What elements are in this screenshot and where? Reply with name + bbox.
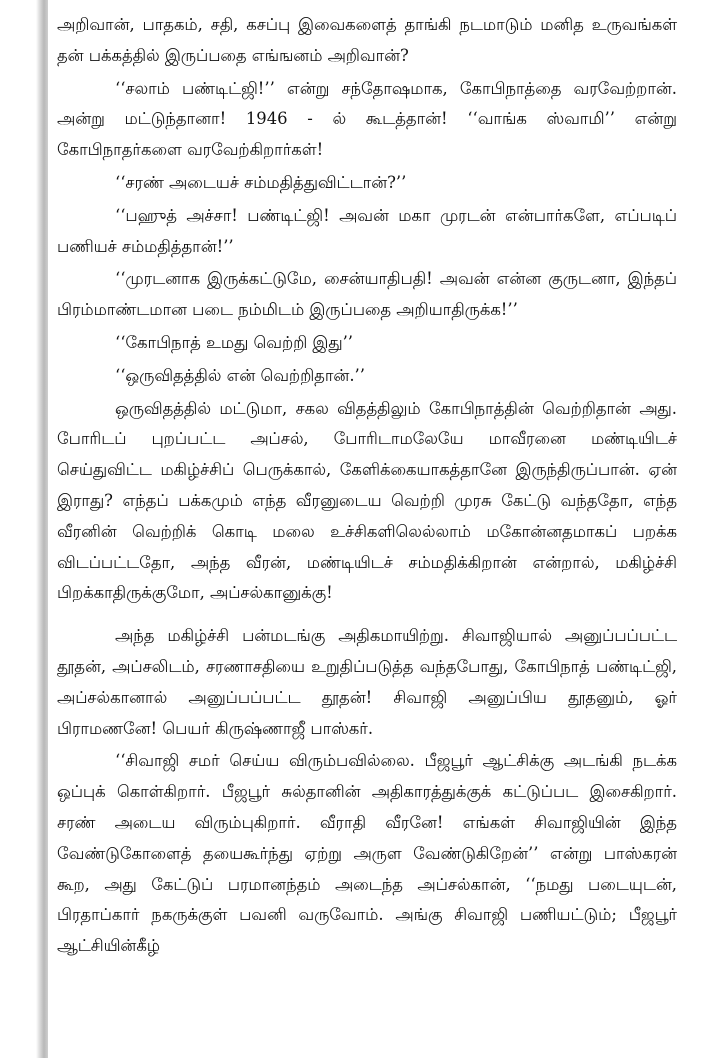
scan-edge-shadow — [0, 0, 48, 1058]
paragraph-5: ‘‘முரடனாக இருக்கட்டுமே, சைன்யாதிபதி! அவன் என்ன குருடனா, இந்தப் பிரம்மாண்டமான படை நம்மிடம் இருப்பதை அறியாதிருக்க!’’ — [57, 269, 677, 320]
paragraph-2: ‘‘சலாம் பண்டிட்ஜி!’’ என்று சந்தோஷமாக, கோபிநாத்தை வரவேற்றான். அன்று மட்டுந்தானா! 1946 - ல் கூடத்தான்! ‘‘வாங்க ஸ்வாமி’’ என்று கோபிநாதர்களை வரவேற்கிறார்கள்! — [57, 78, 677, 160]
paragraph-9: அந்த மகிழ்ச்சி பன்மடங்கு அதிகமாயிற்று. சிவாஜியால் அனுப்பப்பட்ட தூதன், அப்சலிடம், சரணாசதியை உறுதிப்படுத்த வந்தபோது, கோபிநாத் பண்டிட்ஜி, அப்சல்கானால் அனுப்பப்பட்ட தூதன்! சிவாஜி அனுப்பிய தூதனும், ஓர் பிராமணனே! பெயர் கிருஷ்ணாஜீ பாஸ்கர். — [57, 626, 677, 738]
paragraph-7: ‘‘ஒருவிதத்தில் என் வெற்றிதான்.’’ — [115, 365, 365, 385]
paragraph-4: ‘‘பஹுத் அச்சா! பண்டிட்ஜி! அவன் மகா முரடன் என்பார்களே, எப்படிப் பணியச் சம்மதித்தான்!’’ — [57, 205, 677, 256]
paragraph-1: அறிவான், பாதகம், சதி, கசப்பு இவைகளைத் தாங்கி நடமாடும் மனித உருவங்கள் தன் பக்கத்தில் இருப்பதை எங்ஙனம் அறிவான்? — [57, 15, 677, 65]
paragraph-8: ஒருவிதத்தில் மட்டுமா, சகல விதத்திலும் கோபிநாத்தின் வெற்றிதான் அது. போரிடப் புறப்பட்ட அப்சல், போரிடாமலேயே மாவீரனை மண்டியிடச் செய்துவிட்ட மகிழ்ச்சிப் பெருக்கால், கேளிக்கையாகத்தானே இருந்திருப்பான். ஏன் இராது? எந்தப் பக்கமும் எந்த வீரனுடைய வெற்றி முரசு கேட்டு வந்ததோ, எந்த வீரனின் வெற்றிக் கொடி மலை உச்சிகளிலெல்லாம் மகோன்னதமாகப் பறக்க விடப்பட்டதோ, அந்த வீரன், மண்டியிடச் சம்மதிக்கிறான் என்றால், மகிழ்ச்சி பிறக்காதிருக்குமோ, அப்சல்கானுக்கு! — [57, 398, 677, 603]
page-text — [57, 10, 677, 964]
paragraph-10: ‘‘சிவாஜி சமர் செய்ய விரும்பவில்லை. பீஜபூர் ஆட்சிக்கு அடங்கி நடக்க ஒப்புக் கொள்கிறார். பீஜபூர் சுல்தானின் அதிகாரத்துக்குக் கட்டுப்பட இசைகிறார். சரண் அடைய விரும்புகிறார். வீராதி வீரனே! எங்கள் சிவாஜியின் இந்த வேண்டுகோளைத் தயைகூர்ந்து ஏற்று அருள வேண்டுகிறேன்’’ என்று பாஸ்கரன் கூற, அது கேட்டுப் பரமானந்தம் அடைந்த அப்சல்கான், ‘‘நமது படையுடன், பிரதாப்கார் நகருக்குள் பவனி வருவோம். அங்கு சிவாஜி பணியட்டும்; பீஜபூர் ஆட்சியின்கீழ் — [57, 751, 677, 956]
paragraph-3: ‘‘சரண் அடையச் சம்மதித்துவிட்டான்?’’ — [115, 172, 407, 192]
paragraph-6: ‘‘கோபிநாத் உமது வெற்றி இது’’ — [115, 332, 353, 352]
